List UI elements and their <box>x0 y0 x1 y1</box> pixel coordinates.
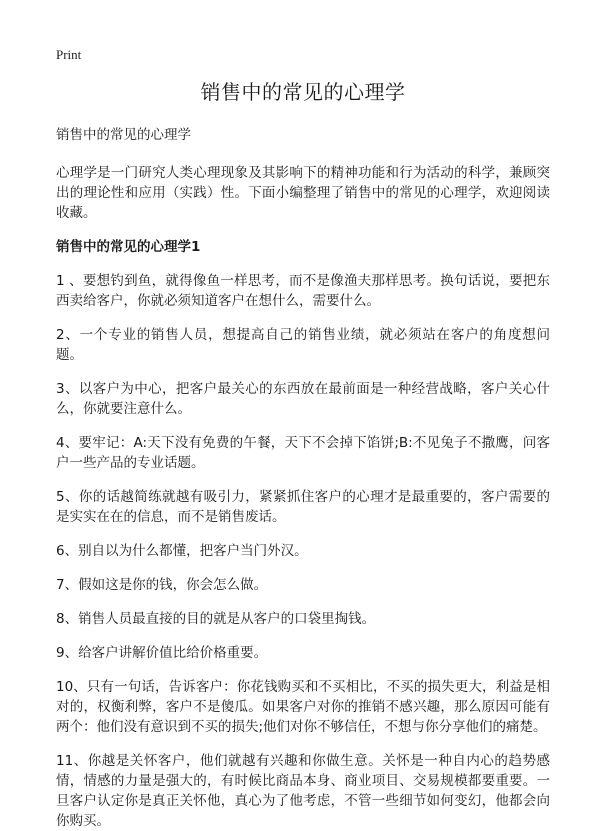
list-item: 9、给客户讲解价值比给价格重要。 <box>56 645 268 661</box>
list-item: 10、只有一句话，告诉客户：你花钱购买和不买相比，不买的损失更大，利益是相对的，权衡利弊，客户不是傻瓜。如果客户对你的推销不感兴趣，那么原因可能有两个：他们没有意识到不买的损失;他们对你不够信任，不想与你分享他们的痛楚。 <box>56 679 550 735</box>
list-item: 11、你越是关怀客户，他们就越有兴趣和你做生意。关怀是一种自内心的趋势感情，情感的力量是强大的，有时候比商品本身、商业项目、交易规模都要重要。一旦客户认定你是真正关怀他，真心为了他考虑，不管一些细节如何变幻，他都会向你购买。 <box>56 753 550 829</box>
list-item: 5、你的话越简练就越有吸引力，紧紧抓住客户的心理才是最重要的，客户需要的是实实在在的信息，而不是销售废话。 <box>56 489 550 525</box>
list-item: 3、以客户为中心，把客户最关心的东西放在最前面是一种经营战略，客户关心什么，你就要注意什么。 <box>56 381 550 417</box>
tips-list <box>56 271 550 831</box>
list-item: 7、假如这是你的钱，你会怎么做。 <box>56 577 268 593</box>
list-item: 4、要牢记：A:天下没有免费的午餐，天下不会掉下馅饼;B:不见兔子不撒鹰，问客户一些产品的专业话题。 <box>56 435 550 471</box>
page-title: 销售中的常见的心理学 <box>200 80 406 104</box>
document-subtitle: 销售中的常见的心理学 <box>56 127 191 143</box>
list-item: 8、销售人员最直接的目的就是从客户的口袋里掏钱。 <box>56 611 376 627</box>
list-item: 6、别自以为什么都懂，把客户当门外汉。 <box>56 543 308 559</box>
print-link[interactable]: Print <box>56 47 82 62</box>
list-item: 1 、要想钓到鱼，就得像鱼一样思考，而不是像渔夫那样思考。换句话说，要把东西卖给客户，你就必须知道客户在想什么，需要什么。 <box>56 273 550 309</box>
list-item: 2、一个专业的销售人员，想提高自己的销售业绩，就必须站在客户的角度想问题。 <box>56 327 550 363</box>
intro-paragraph: 心理学是一门研究人类心理现象及其影响下的精神功能和行为活动的科学，兼顾突出的理论性和应用（实践）性。下面小编整理了销售中的常见的心理学，欢迎阅读收藏。 <box>56 165 550 221</box>
section-heading: 销售中的常见的心理学1 <box>56 239 201 255</box>
